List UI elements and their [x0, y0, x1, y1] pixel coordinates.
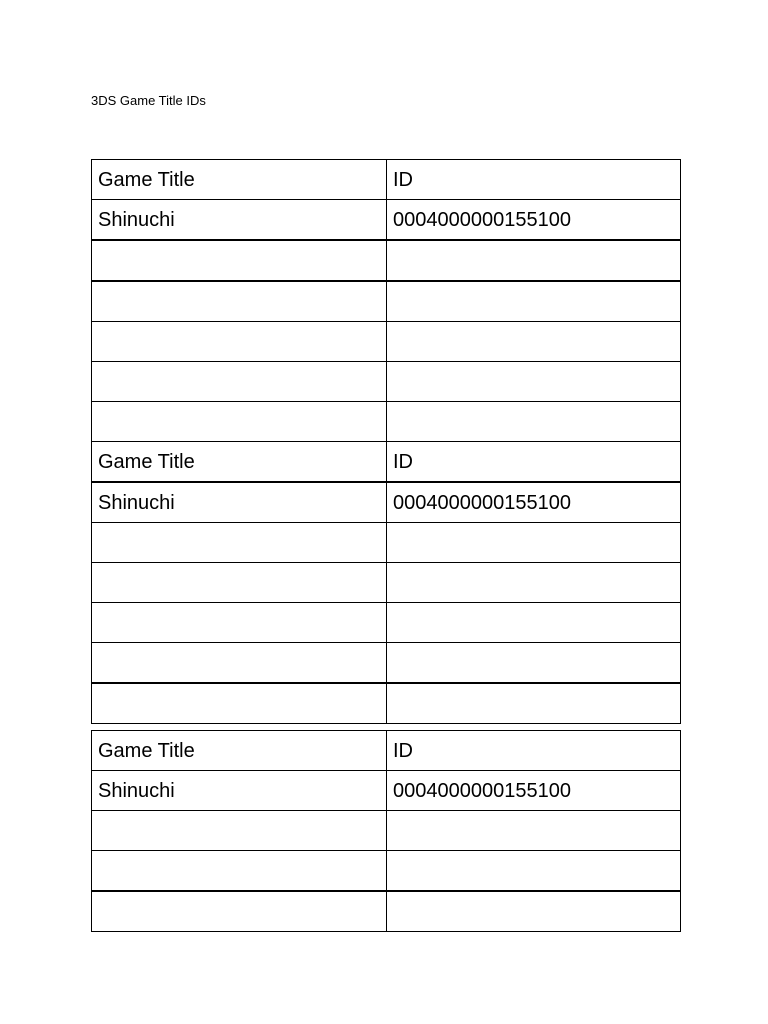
game-title-cell: [92, 683, 387, 724]
id-cell: [387, 603, 681, 643]
game-title-cell: [92, 811, 387, 851]
table-row: [92, 603, 681, 643]
game-title-cell: [92, 523, 387, 563]
id-cell: [387, 683, 681, 724]
table-row: [92, 402, 681, 442]
id-cell: [387, 851, 681, 892]
table-row: [92, 851, 681, 892]
game-title-cell: [92, 603, 387, 643]
id-cell: [387, 811, 681, 851]
game-title-cell: [92, 643, 387, 684]
id-cell: ID: [387, 731, 681, 771]
table-row: [92, 442, 681, 483]
title-id-table-1: [91, 159, 681, 724]
table-row: [92, 771, 681, 811]
table-row: [92, 523, 681, 563]
id-cell: [387, 322, 681, 362]
id-cell: [387, 523, 681, 563]
id-cell: [387, 240, 681, 281]
game-title-cell: [92, 322, 387, 362]
game-title-cell: Shinuchi: [92, 771, 387, 811]
table-row: [92, 362, 681, 402]
id-cell: [387, 563, 681, 603]
game-title-cell: [92, 362, 387, 402]
game-title-cell: Game Title: [92, 160, 387, 200]
game-title-cell: [92, 851, 387, 892]
id-cell: [387, 891, 681, 932]
game-title-cell: Shinuchi: [92, 200, 387, 241]
table-row: [92, 563, 681, 603]
game-title-cell: Game Title: [92, 442, 387, 483]
game-title-cell: [92, 891, 387, 932]
table-row: [92, 482, 681, 523]
id-cell: 0004000000155100: [387, 200, 681, 241]
id-cell: 0004000000155100: [387, 482, 681, 523]
table-row: [92, 731, 681, 771]
table-row: [92, 891, 681, 932]
game-title-cell: [92, 563, 387, 603]
game-title-cell: Game Title: [92, 731, 387, 771]
table-row: [92, 811, 681, 851]
table-row: [92, 200, 681, 241]
table-row: [92, 160, 681, 200]
game-title-cell: Shinuchi: [92, 482, 387, 523]
table-row: [92, 240, 681, 281]
id-cell: [387, 402, 681, 442]
table-row: [92, 683, 681, 724]
id-cell: [387, 362, 681, 402]
id-cell: [387, 281, 681, 322]
table-row: [92, 322, 681, 362]
game-title-cell: [92, 281, 387, 322]
id-cell: [387, 643, 681, 684]
title-id-table-2: [91, 730, 681, 932]
game-title-cell: [92, 402, 387, 442]
id-cell: 0004000000155100: [387, 771, 681, 811]
id-cell: ID: [387, 442, 681, 483]
table-row: [92, 643, 681, 684]
id-cell: ID: [387, 160, 681, 200]
game-title-cell: [92, 240, 387, 281]
table-row: [92, 281, 681, 322]
document-title: 3DS Game Title IDs: [91, 93, 206, 108]
